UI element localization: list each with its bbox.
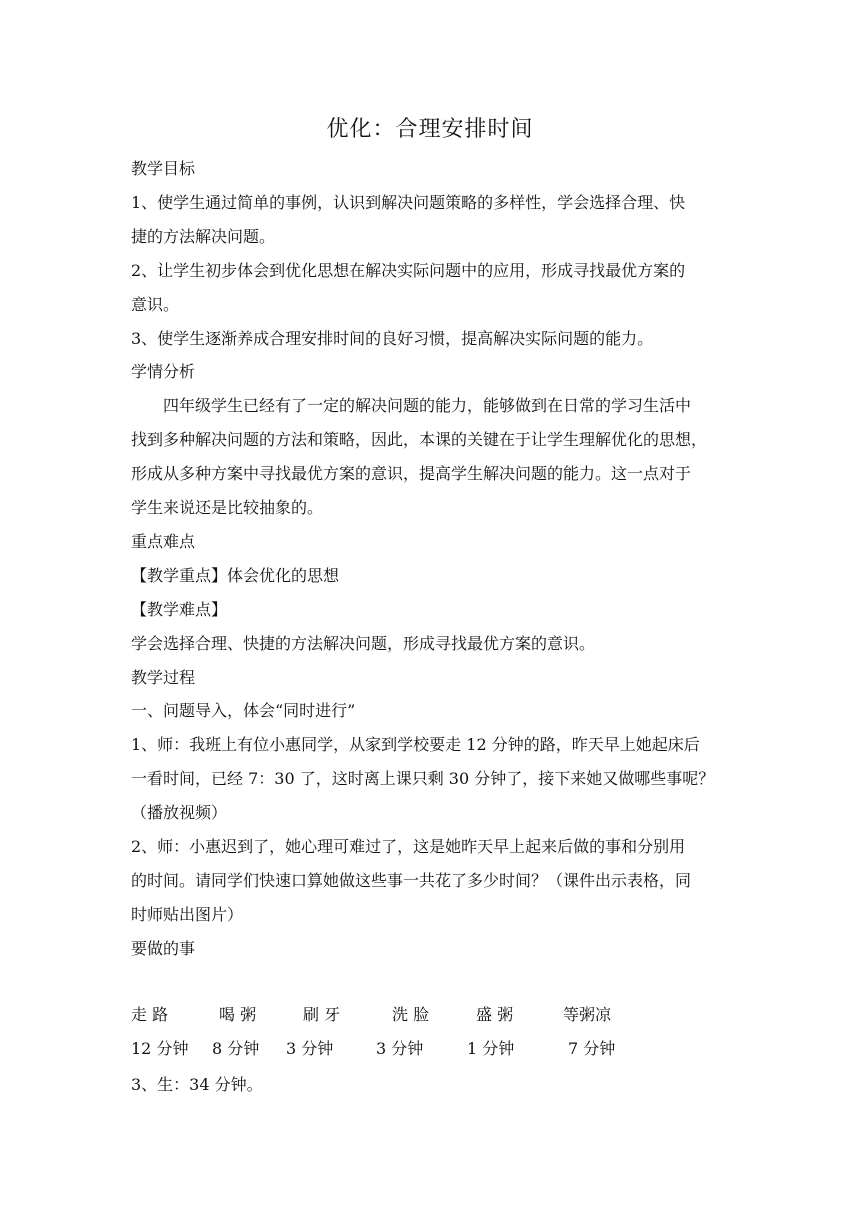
process-line: 时师贴出图片）	[131, 905, 244, 924]
task-cell: 刷 牙	[303, 1005, 341, 1024]
process-line: 2、师：小惠迟到了，她心理可难过了，这是她昨天早上起来后做的事和分别用	[131, 837, 686, 856]
analysis-line: 学生来说还是比较抽象的。	[131, 498, 324, 517]
process-line: 1、师：我班上有位小惠同学，从家到学校要走 12 分钟的路，昨天早上她起床后	[131, 735, 700, 754]
analysis-line: 形成从多种方案中寻找最优方案的意识，提高学生解决问题的能力。这一点对于	[131, 464, 692, 483]
goal-line: 捷的方法解决问题。	[131, 227, 276, 246]
difficult-text: 学会选择合理、快捷的方法解决问题，形成寻找最优方案的意识。	[131, 634, 596, 653]
task-cell: 喝 粥	[219, 1005, 257, 1024]
time-cell: 7 分钟	[568, 1039, 616, 1058]
section-heading-analysis: 学情分析	[131, 362, 196, 381]
section-heading-goals: 教学目标	[131, 159, 196, 178]
task-cell: 走 路	[131, 1005, 169, 1024]
process-heading: 一、问题导入，体会“同时进行”	[131, 701, 356, 720]
time-cell: 8 分钟	[212, 1039, 260, 1058]
answer-line: 3、生：34 分钟。	[131, 1075, 263, 1094]
difficult-label: 【教学难点】	[131, 600, 228, 619]
task-cell: 盛 粥	[476, 1005, 514, 1024]
time-cell: 1 分钟	[467, 1039, 515, 1058]
time-cell: 3 分钟	[286, 1039, 334, 1058]
key-point: 【教学重点】体会优化的思想	[131, 566, 340, 585]
goal-line: 3、使学生逐渐养成合理安排时间的良好习惯，提高解决实际问题的能力。	[131, 329, 654, 348]
analysis-line: 找到多种解决问题的方法和策略，因此，本课的关键在于让学生理解优化的思想，	[131, 430, 708, 449]
section-heading-key: 重点难点	[131, 532, 196, 551]
process-line: 一看时间，已经 7：30 了，这时离上课只剩 30 分钟了，接下来她又做哪些事呢？	[131, 769, 715, 788]
goal-line: 意识。	[131, 295, 180, 314]
process-line: 的时间。请同学们快速口算她做这些事一共花了多少时间？（课件出示表格，同	[131, 871, 692, 890]
time-cell: 3 分钟	[376, 1039, 424, 1058]
time-cell: 12 分钟	[131, 1039, 189, 1058]
goal-line: 2、让学生初步体会到优化思想在解决实际问题中的应用，形成寻找最优方案的	[131, 261, 686, 280]
document-title: 优化：合理安排时间	[326, 117, 534, 142]
analysis-line: 四年级学生已经有了一定的解决问题的能力，能够做到在日常的学习生活中	[163, 396, 692, 415]
process-line: （播放视频）	[131, 803, 228, 822]
goal-line: 1、使学生通过简单的事例，认识到解决问题策略的多样性，学会选择合理、快	[131, 193, 686, 212]
task-cell: 洗 脸	[392, 1005, 430, 1024]
task-cell: 等粥凉	[563, 1005, 612, 1024]
process-line: 要做的事	[131, 939, 196, 958]
section-heading-process: 教学过程	[131, 668, 196, 687]
